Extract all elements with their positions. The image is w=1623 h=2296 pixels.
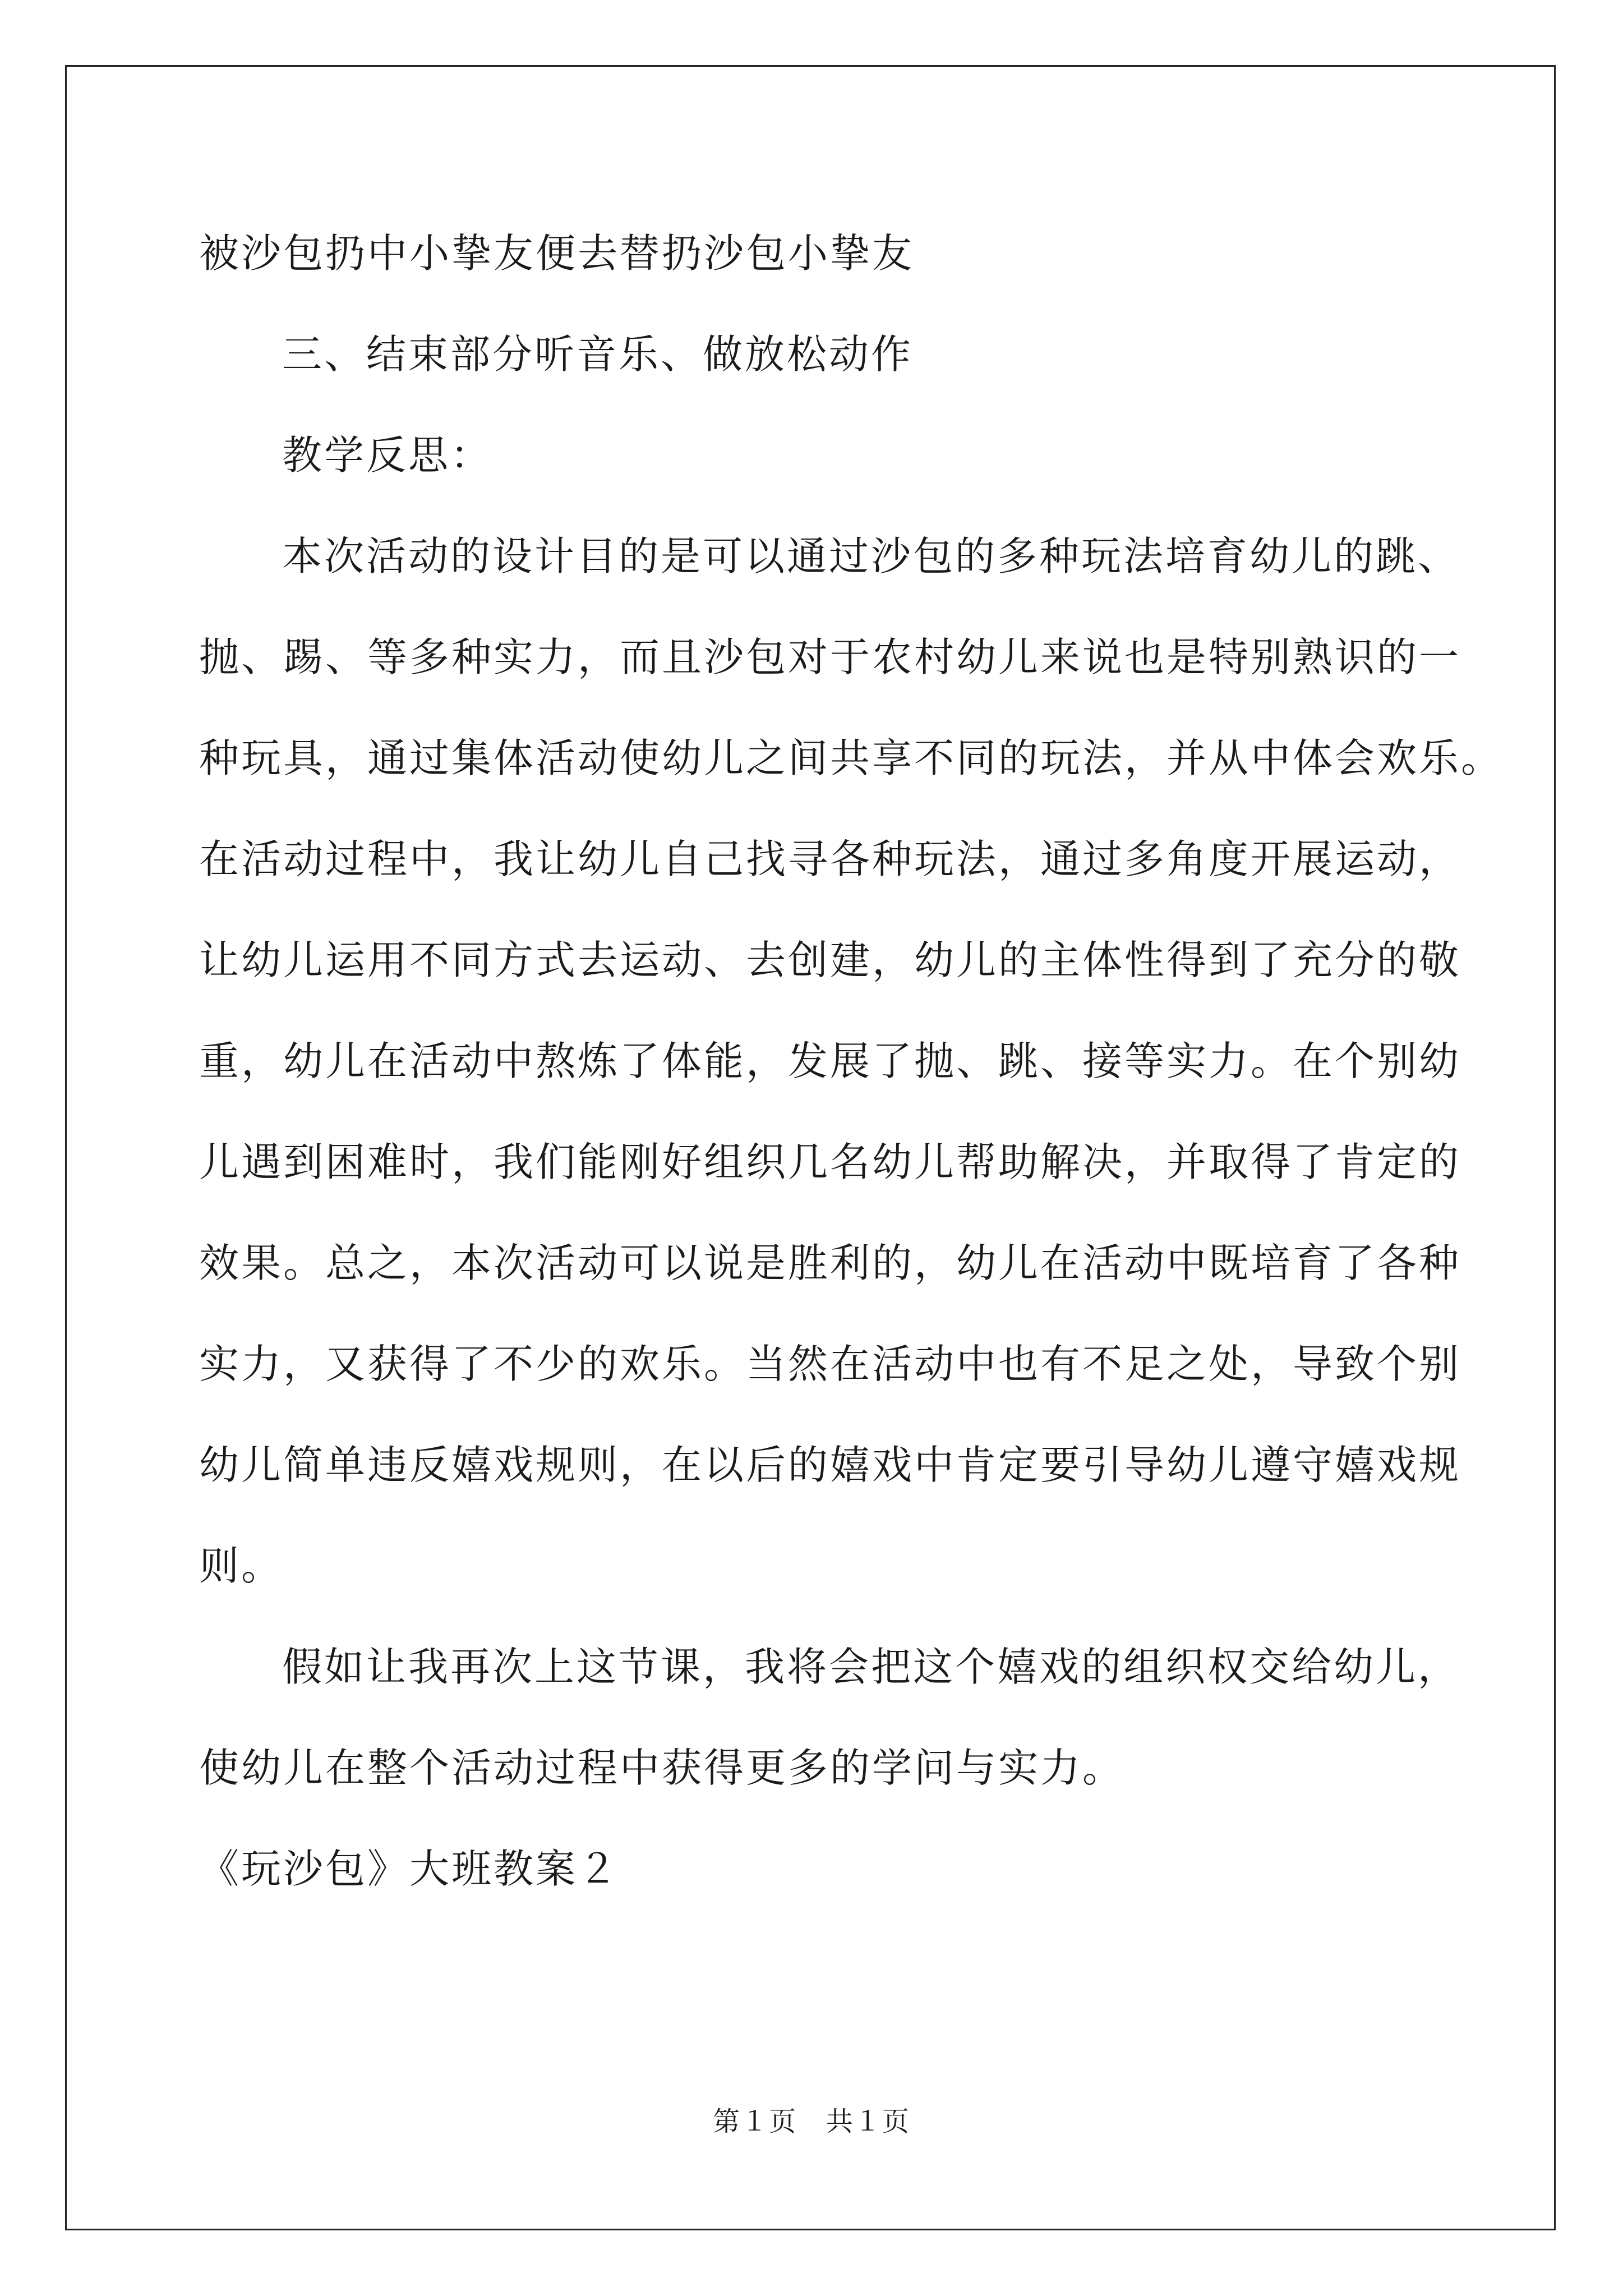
text-line: 被沙包扔中小挚友便去替扔沙包小挚友: [199, 230, 915, 277]
section-heading: 教学反思：: [282, 432, 493, 478]
page-footer: 第１页 共１页: [713, 2106, 910, 2137]
text-line: 使幼儿在整个活动过程中获得更多的学问与实力。: [199, 1745, 1125, 1791]
text-line: 在活动过程中，我让幼儿自己找寻各种玩法，通过多角度开展运动，: [199, 836, 1461, 882]
text-line: 本次活动的设计目的是可以通过沙包的多种玩法培育幼儿的跳、: [282, 533, 1460, 579]
text-line: 幼儿简单违反嬉戏规则，在以后的嬉戏中肯定要引导幼儿遵守嬉戏规: [199, 1442, 1461, 1488]
text-line: 假如让我再次上这节课，我将会把这个嬉戏的组织权交给幼儿，: [282, 1644, 1460, 1690]
document-title: 《玩沙包》大班教案２: [199, 1846, 620, 1892]
text-line: 实力，又获得了不少的欢乐。当然在活动中也有不足之处，导致个别: [199, 1341, 1461, 1387]
text-line: 抛、踢、等多种实力，而且沙包对于农村幼儿来说也是特别熟识的一: [199, 634, 1461, 680]
text-line: 则。: [199, 1543, 284, 1589]
text-line: 重，幼儿在活动中熬炼了体能，发展了抛、跳、接等实力。在个别幼: [199, 1038, 1461, 1084]
section-heading: 三、结束部分听音乐、做放松动作: [282, 331, 914, 378]
text-line: 效果。总之，本次活动可以说是胜利的，幼儿在活动中既培育了各种: [199, 1240, 1461, 1286]
text-line: 让幼儿运用不同方式去运动、去创建，幼儿的主体性得到了充分的敬: [199, 937, 1461, 983]
text-line: 种玩具，通过集体活动使幼儿之间共享不同的玩法，并从中体会欢乐。: [199, 735, 1504, 781]
text-line: 儿遇到困难时，我们能刚好组织几名幼儿帮助解决，并取得了肯定的: [199, 1139, 1461, 1185]
